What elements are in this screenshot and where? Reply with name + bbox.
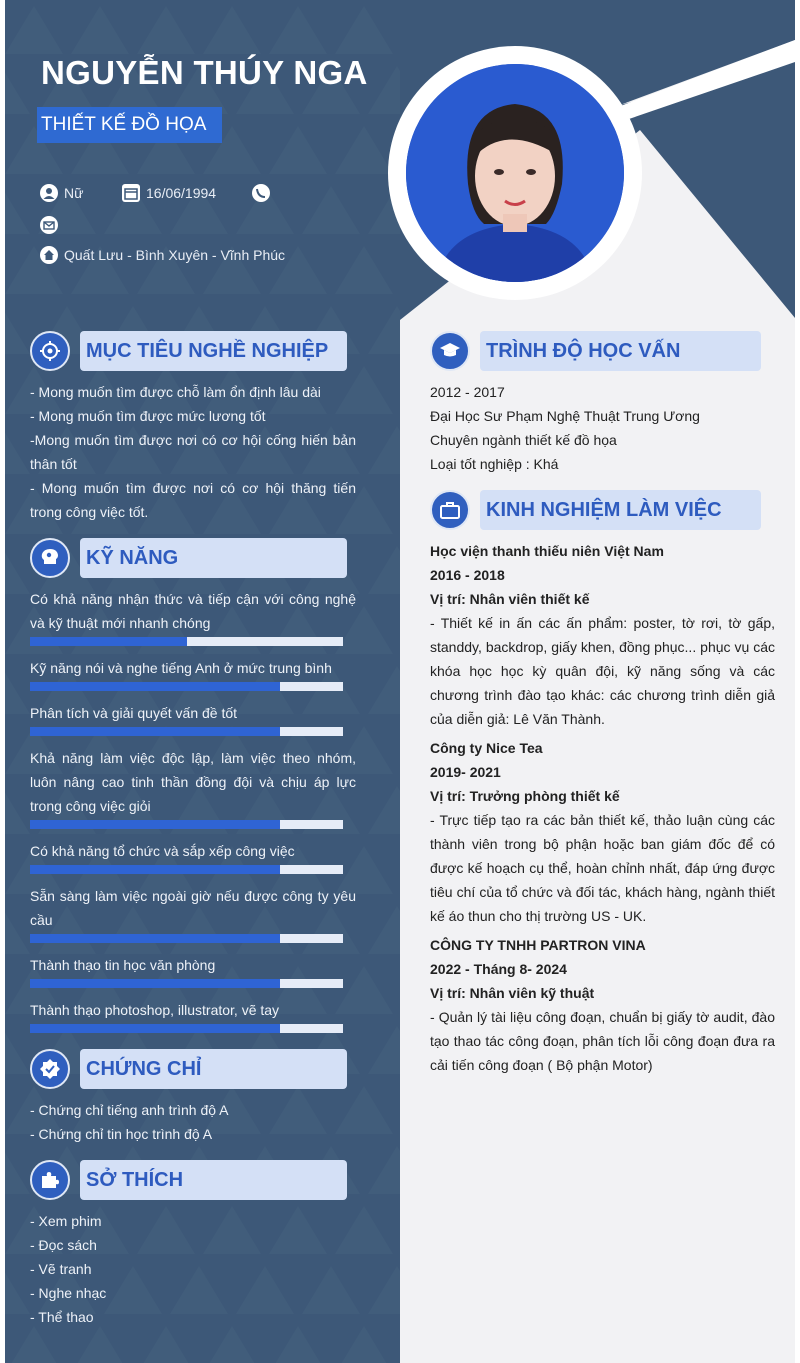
education-heading: TRÌNH ĐỘ HỌC VẤN	[480, 331, 761, 371]
job-period: 2019- 2021	[430, 764, 501, 780]
job-company: Công ty Nice Tea	[430, 740, 543, 756]
skill-bar-fill	[30, 637, 187, 646]
phone-info	[252, 184, 276, 202]
home-icon	[40, 246, 58, 264]
skill-bar	[30, 979, 343, 988]
profile-photo	[406, 64, 624, 282]
skill-bar-fill	[30, 979, 280, 988]
objective-line: - Mong muốn tìm được chỗ làm ổn định lâu dài	[30, 384, 321, 400]
skill-bar	[30, 934, 343, 943]
skill-bar-fill	[30, 934, 280, 943]
skill-bar-fill	[30, 820, 280, 829]
address-info	[40, 246, 285, 264]
skill-bar	[30, 727, 343, 736]
job-description: - Trực tiếp tạo ra các bản thiết kế, thảo luận cùng các thành viên trong bộ phận hoặc ban giám đốc để có được kế hoạch cụ thể, hoàn chỉnh nhất, đáp ứng được tiêu chí của tổ chức và đối tác, khách hàng, ngành thiết kế áo thun cho thị trường US - UK.	[430, 812, 775, 924]
skill-label: Thành thạo photoshop, illustrator, vẽ tay	[30, 1002, 280, 1018]
hobby-item: - Thể thao	[30, 1309, 94, 1325]
email-info	[40, 216, 64, 234]
skill-label: Có khả năng nhận thức và tiếp cận với công nghệ và kỹ thuật mới nhanh chóng	[30, 591, 356, 631]
birthday-value: 16/06/1994	[146, 185, 217, 201]
gender-info	[40, 184, 83, 202]
job-company: CÔNG TY TNHH PARTRON VINA	[430, 937, 646, 953]
address-value: Quất Lưu - Bình Xuyên - Vĩnh Phúc	[64, 247, 286, 263]
job-title: THIẾT KẾ ĐỒ HỌA	[37, 107, 222, 143]
job-description: - Quản lý tài liệu công đoạn, chuẩn bị giấy tờ audit, đào tạo thao tác công đoạn, phân tích lỗi công đoạn đưa ra cải tiến công đoạn ( Bộ phận Motor)	[430, 1009, 775, 1073]
certificates-heading: CHỨNG CHỈ	[80, 1049, 347, 1089]
skill-label: Thành thạo tin học văn phòng	[30, 957, 216, 973]
puzzle-icon	[30, 1160, 70, 1200]
hobby-item: - Nghe nhạc	[30, 1285, 107, 1301]
skill-bar-fill	[30, 727, 280, 736]
job-position: Vị trí: Nhân viên thiết kế	[430, 591, 590, 607]
profile-photo-frame	[388, 46, 642, 300]
birthday-info	[122, 184, 216, 202]
skill-bar	[30, 1024, 343, 1033]
hobby-item: - Đọc sách	[30, 1237, 97, 1253]
certificate-item: - Chứng chỉ tin học trình độ A	[30, 1126, 213, 1142]
skill-bar	[30, 637, 343, 646]
skill-label: Phân tích và giải quyết vấn đề tốt	[30, 705, 238, 721]
skill-bar-fill	[30, 1024, 280, 1033]
certificates-list	[30, 1098, 356, 1146]
job-period: 2022 - Tháng 8- 2024	[430, 961, 567, 977]
skills-heading: KỸ NĂNG	[80, 538, 347, 578]
hobbies-list	[30, 1209, 356, 1329]
skill-label: Khả năng làm việc độc lập, làm việc theo nhóm, luôn nâng cao tinh thần đồng đội và chịu áp lực trong công việc giỏi	[30, 750, 356, 814]
job-entry	[430, 933, 775, 1077]
education-major: Chuyên ngành thiết kế đồ họa	[430, 432, 617, 448]
hobby-item: - Vẽ tranh	[30, 1261, 92, 1277]
job-position: Vị trí: Nhân viên kỹ thuật	[430, 985, 595, 1001]
badge-check-icon	[30, 1049, 70, 1089]
objective-line: -Mong muốn tìm được nơi có cơ hội cống hiến bản thân tốt	[30, 432, 356, 472]
job-description: - Thiết kế in ấn các ấn phẩm: poster, tờ rơi, tờ gấp, standdy, backdrop, giấy khen, đồng phục... phục vụ các khóa học học kỳ quân đội, kỹ năng sống và các chương trình đào tạo khác: các chương trình diễn giả của diễn giả: Lê Văn Thành.	[430, 615, 775, 727]
brain-icon	[30, 538, 70, 578]
email-icon	[40, 216, 58, 234]
resume-page	[5, 0, 795, 1363]
graduation-cap-icon	[430, 331, 470, 371]
phone-icon	[252, 184, 270, 202]
calendar-icon	[122, 184, 140, 202]
job-entry	[430, 539, 775, 731]
briefcase-icon	[430, 490, 470, 530]
gender-value: Nữ	[64, 185, 84, 201]
education-details	[430, 380, 775, 476]
skill-bar	[30, 682, 343, 691]
objective-line: - Mong muốn tìm được mức lương tốt	[30, 408, 266, 424]
hobbies-heading: SỞ THÍCH	[80, 1160, 347, 1200]
skill-bar-fill	[30, 682, 280, 691]
education-years: 2012 - 2017	[430, 384, 505, 400]
candidate-name: NGUYỄN THÚY NGA	[41, 54, 368, 91]
education-grade: Loại tốt nghiệp : Khá	[430, 456, 559, 472]
skill-label: Sẵn sàng làm việc ngoài giờ nếu được công ty yêu cầu	[30, 888, 356, 928]
education-school: Đại Học Sư Phạm Nghệ Thuật Trung Ương	[430, 408, 700, 424]
certificate-item: - Chứng chỉ tiếng anh trình độ A	[30, 1102, 229, 1118]
skill-bar	[30, 865, 343, 874]
skill-label: Có khả năng tổ chức và sắp xếp công việc	[30, 843, 295, 859]
job-period: 2016 - 2018	[430, 567, 505, 583]
job-entry	[430, 736, 775, 928]
target-icon	[30, 331, 70, 371]
experience-heading: KINH NGHIỆM LÀM VIỆC	[480, 490, 761, 530]
skill-bar	[30, 820, 343, 829]
user-icon	[40, 184, 58, 202]
objective-list	[30, 380, 356, 524]
job-position: Vị trí: Trưởng phòng thiết kế	[430, 788, 620, 804]
hobby-item: - Xem phim	[30, 1213, 102, 1229]
skill-label: Kỹ năng nói và nghe tiếng Anh ở mức trung bình	[30, 660, 332, 676]
skill-bar-fill	[30, 865, 280, 874]
job-company: Học viện thanh thiếu niên Việt Nam	[430, 543, 664, 559]
objective-line: - Mong muốn tìm được nơi có cơ hội thăng tiến trong công việc tốt.	[30, 480, 356, 520]
objective-heading: MỤC TIÊU NGHỀ NGHIỆP	[80, 331, 347, 371]
